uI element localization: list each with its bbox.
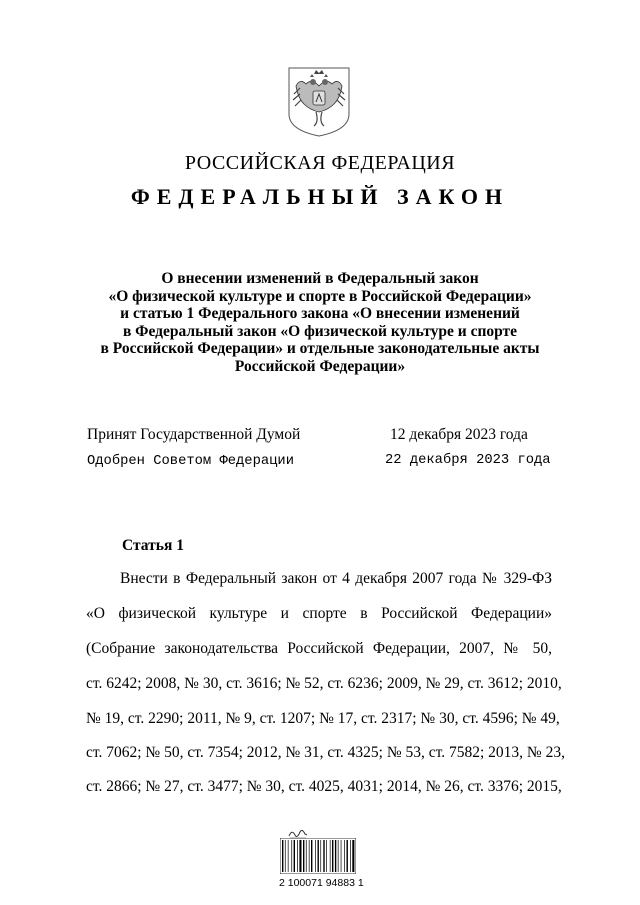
barcode <box>280 838 356 874</box>
article-text-line: «О физической культуре и спорте в Российской Федерации» <box>86 605 552 622</box>
article-text-line: ст. 7062; № 50, ст. 7354; 2012, № 31, ст. 4325; № 53, ст. 7582; 2013, № 23, <box>86 744 565 761</box>
article-text-line: (Собрание законодательства Российской Федерации, 2007, № 50, <box>86 640 552 657</box>
law-type-heading: ФЕДЕРАЛЬНЫЙ ЗАКОН <box>130 184 510 209</box>
article-text-line: № 19, ст. 2290; 2011, № 9, ст. 1207; № 17, ст. 2317; № 30, ст. 4596; № 49, <box>86 710 560 727</box>
article-text-line: ст. 6242; 2008, № 30, ст. 3616; № 52, ст. 6236; 2009, № 29, ст. 3612; 2010, <box>86 675 562 692</box>
approved-by-council-date: 22 декабря 2023 года <box>385 453 551 468</box>
title-line: в Федеральный закон «О физической культуре и спорте <box>122 322 518 340</box>
title-line: и статью 1 Федерального закона «О внесении изменений <box>120 305 520 322</box>
barcode-number: 2 100071 94883 1 <box>279 877 364 889</box>
article-text-line: ст. 2866; № 27, ст. 3477; № 30, ст. 4025, 4031; 2014, № 26, ст. 3376; 2015, <box>86 778 562 795</box>
title-line: «О физической культуре и спорте в Российской Федерации» <box>108 287 532 305</box>
country-name: РОССИЙСКАЯ ФЕДЕРАЦИЯ <box>184 152 456 174</box>
adopted-by-duma-date: 12 декабря 2023 года <box>390 426 528 443</box>
article-heading: Статья 1 <box>122 537 184 554</box>
title-line: в Российской Федерации» и отдельные законодательные акты <box>100 340 540 357</box>
title-line: О внесении изменений в Федеральный закон <box>161 270 479 287</box>
approved-by-council-label: Одобрен Советом Федерации <box>87 454 294 469</box>
law-title <box>70 270 570 375</box>
title-line: Российской Федерации» <box>234 357 406 375</box>
coat-of-arms-icon <box>286 64 352 138</box>
adopted-by-duma-label: Принят Государственной Думой <box>87 426 301 443</box>
article-text-line: Внести в Федеральный закон от 4 декабря 2007 года № 329-ФЗ <box>120 570 552 587</box>
